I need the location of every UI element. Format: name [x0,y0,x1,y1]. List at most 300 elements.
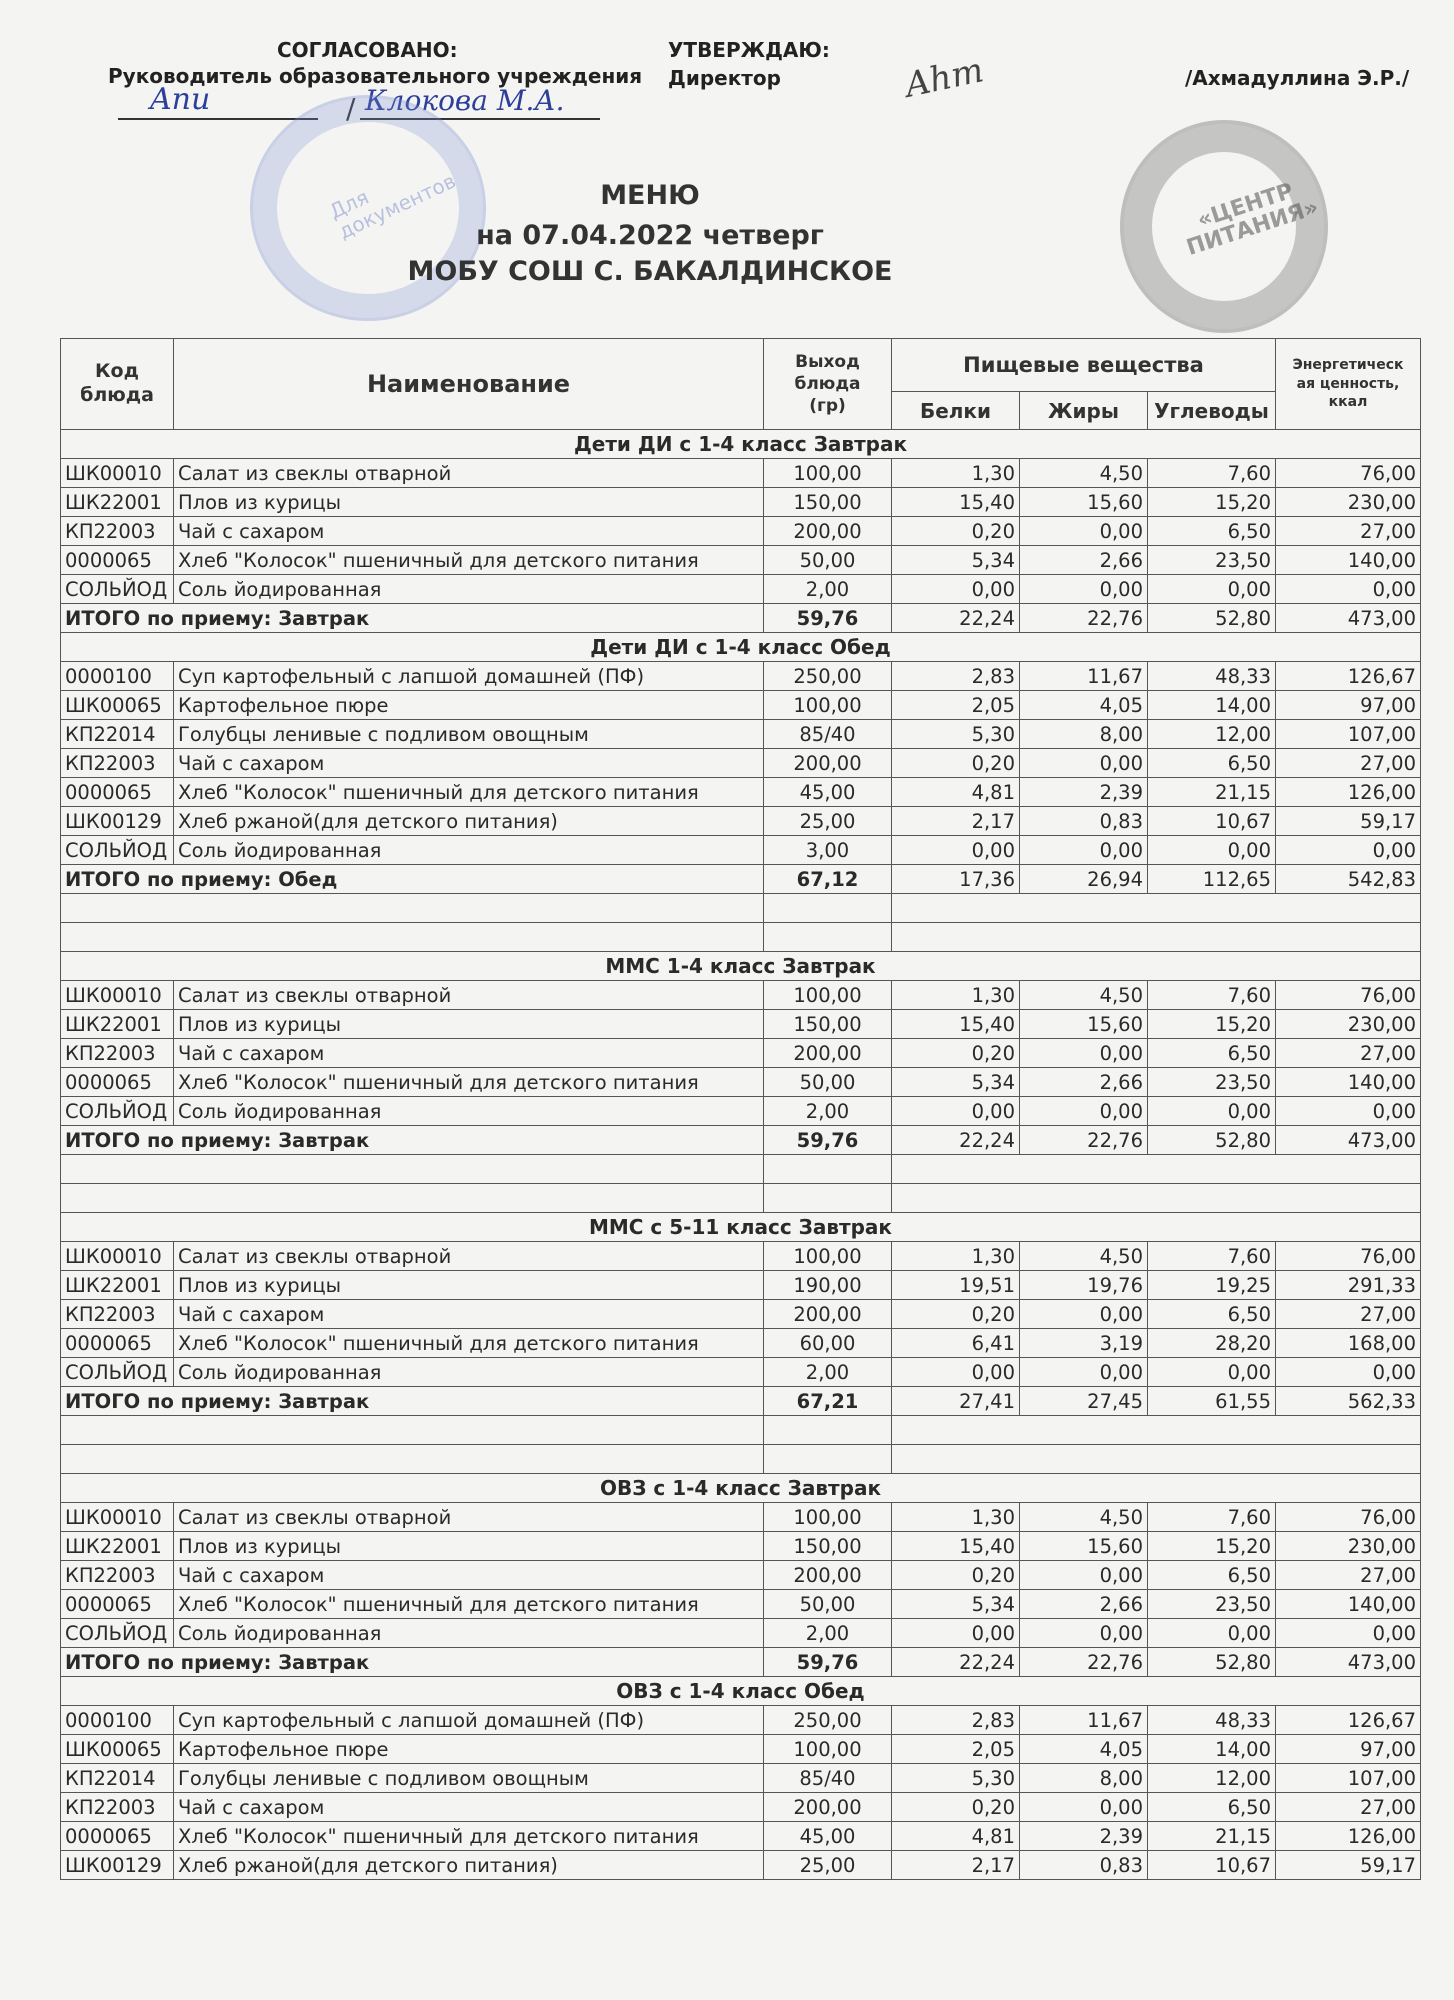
dish-code: ШК00129 [61,807,174,836]
dish-kcal: 76,00 [1276,1503,1421,1532]
table-row [61,1271,1421,1300]
dish-protein: 4,81 [892,1822,1020,1851]
agreed-signature-line [118,118,318,120]
director-signature: Ahm [901,50,988,106]
dish-kcal: 76,00 [1276,981,1421,1010]
table-row [61,1561,1421,1590]
dish-kcal: 140,00 [1276,1068,1421,1097]
dish-protein: 0,00 [892,1358,1020,1387]
dish-carbs: 23,50 [1148,546,1276,575]
dish-fat: 0,00 [1020,1619,1148,1648]
dish-carbs: 0,00 [1148,575,1276,604]
dish-code: 0000065 [61,546,174,575]
dish-name: Суп картофельный с лапшой домашней (ПФ) [174,1706,764,1735]
dish-yield: 150,00 [764,1532,892,1561]
section-title: ММС с 5-11 класс Завтрак [61,1213,1421,1242]
total-carbs: 112,65 [1148,865,1276,894]
dish-fat: 4,50 [1020,1503,1148,1532]
total-row [61,1648,1421,1677]
stamp-text: Для документов [325,168,460,244]
dish-fat: 2,39 [1020,1822,1148,1851]
dish-fat: 0,83 [1020,807,1148,836]
table-row [61,662,1421,691]
total-protein: 27,41 [892,1387,1020,1416]
dish-name: Чай с сахаром [174,1039,764,1068]
dish-yield: 45,00 [764,778,892,807]
section-header-row [61,1213,1421,1242]
total-label: ИТОГО по приему: Завтрак [61,1126,764,1155]
dish-fat: 2,39 [1020,778,1148,807]
dish-fat: 0,00 [1020,1039,1148,1068]
dish-name: Соль йодированная [174,1619,764,1648]
dish-yield: 25,00 [764,1851,892,1880]
dish-name: Соль йодированная [174,575,764,604]
dish-yield: 50,00 [764,546,892,575]
dish-protein: 15,40 [892,1010,1020,1039]
section-title: ОВЗ с 1-4 класс Обед [61,1677,1421,1706]
table-row [61,749,1421,778]
col-protein: Белки [892,392,1020,430]
total-row [61,604,1421,633]
table-row [61,1822,1421,1851]
table-row [61,691,1421,720]
agreed-title: СОГЛАСОВАНО: [277,38,458,62]
dish-code: КП22014 [61,1764,174,1793]
dish-name: Хлеб "Колосок" пшеничный для детского питания [174,1329,764,1358]
col-carbs: Углеводы [1148,392,1276,430]
table-row [61,1010,1421,1039]
dish-carbs: 15,20 [1148,1010,1276,1039]
dish-yield: 200,00 [764,1300,892,1329]
table-row [61,517,1421,546]
dish-yield: 2,00 [764,575,892,604]
slash-separator: / [346,92,356,125]
dish-carbs: 21,15 [1148,1822,1276,1851]
dish-yield: 200,00 [764,749,892,778]
dish-kcal: 76,00 [1276,1242,1421,1271]
dish-protein: 0,20 [892,749,1020,778]
table-row [61,1590,1421,1619]
dish-fat: 0,00 [1020,836,1148,865]
dish-fat: 8,00 [1020,720,1148,749]
dish-protein: 5,34 [892,1590,1020,1619]
dish-kcal: 107,00 [1276,720,1421,749]
dish-protein: 2,17 [892,1851,1020,1880]
dish-fat: 0,00 [1020,1561,1148,1590]
dish-carbs: 6,50 [1148,1793,1276,1822]
dish-name: Чай с сахаром [174,517,764,546]
dish-protein: 0,20 [892,1793,1020,1822]
dish-yield: 100,00 [764,981,892,1010]
dish-protein: 1,30 [892,1503,1020,1532]
dish-kcal: 59,17 [1276,807,1421,836]
dish-code: 0000065 [61,778,174,807]
dish-carbs: 14,00 [1148,1735,1276,1764]
dish-kcal: 126,00 [1276,1822,1421,1851]
dish-protein: 2,83 [892,1706,1020,1735]
dish-yield: 200,00 [764,1039,892,1068]
blank-row [61,1184,1421,1213]
dish-protein: 0,00 [892,1097,1020,1126]
dish-fat: 4,05 [1020,1735,1148,1764]
dish-protein: 2,17 [892,807,1020,836]
dish-yield: 25,00 [764,807,892,836]
col-energy: Энергетическ ая ценность, ккал [1276,339,1421,430]
dish-yield: 200,00 [764,1561,892,1590]
dish-carbs: 0,00 [1148,1358,1276,1387]
dish-protein: 19,51 [892,1271,1020,1300]
dish-kcal: 291,33 [1276,1271,1421,1300]
dish-protein: 2,05 [892,691,1020,720]
dish-kcal: 0,00 [1276,1358,1421,1387]
table-row [61,546,1421,575]
blank-row [61,1445,1421,1474]
dish-yield: 200,00 [764,517,892,546]
dish-code: 0000065 [61,1068,174,1097]
dish-name: Суп картофельный с лапшой домашней (ПФ) [174,662,764,691]
dish-fat: 4,50 [1020,459,1148,488]
dish-fat: 15,60 [1020,1010,1148,1039]
table-row [61,459,1421,488]
dish-kcal: 0,00 [1276,836,1421,865]
table-row [61,1735,1421,1764]
dish-kcal: 126,67 [1276,1706,1421,1735]
dish-fat: 0,00 [1020,575,1148,604]
blank-row [61,1155,1421,1184]
dish-name: Голубцы ленивые с подливом овощным [174,1764,764,1793]
dish-protein: 1,30 [892,981,1020,1010]
dish-code: ШК00010 [61,1503,174,1532]
dish-yield: 100,00 [764,1503,892,1532]
total-protein: 22,24 [892,1648,1020,1677]
total-row [61,1126,1421,1155]
total-kcal: 562,33 [1276,1387,1421,1416]
dish-yield: 100,00 [764,1242,892,1271]
table-row [61,981,1421,1010]
dish-fat: 11,67 [1020,1706,1148,1735]
dish-protein: 0,00 [892,1619,1020,1648]
dish-code: ШК00010 [61,981,174,1010]
section-header-row [61,952,1421,981]
dish-protein: 0,20 [892,517,1020,546]
dish-fat: 15,60 [1020,488,1148,517]
dish-name: Плов из курицы [174,1010,764,1039]
dish-kcal: 27,00 [1276,1300,1421,1329]
dish-code: СОЛЬЙОД [61,1358,174,1387]
total-fat: 27,45 [1020,1387,1148,1416]
dish-carbs: 19,25 [1148,1271,1276,1300]
dish-fat: 0,83 [1020,1851,1148,1880]
dish-fat: 2,66 [1020,1590,1148,1619]
dish-code: ШК22001 [61,1532,174,1561]
dish-protein: 5,34 [892,546,1020,575]
table-row [61,1619,1421,1648]
dish-carbs: 7,60 [1148,1503,1276,1532]
dish-protein: 0,20 [892,1039,1020,1068]
dish-yield: 150,00 [764,488,892,517]
table-row [61,1300,1421,1329]
dish-fat: 15,60 [1020,1532,1148,1561]
dish-kcal: 97,00 [1276,1735,1421,1764]
dish-code: СОЛЬЙОД [61,1097,174,1126]
dish-protein: 15,40 [892,488,1020,517]
dish-carbs: 23,50 [1148,1590,1276,1619]
dish-code: ШК22001 [61,1010,174,1039]
table-row [61,1242,1421,1271]
total-carbs: 61,55 [1148,1387,1276,1416]
dish-yield: 85/40 [764,1764,892,1793]
dish-kcal: 230,00 [1276,1532,1421,1561]
dish-protein: 2,05 [892,1735,1020,1764]
dish-protein: 2,83 [892,662,1020,691]
dish-protein: 4,81 [892,778,1020,807]
dish-name: Плов из курицы [174,1532,764,1561]
dish-yield: 45,00 [764,1822,892,1851]
dish-kcal: 140,00 [1276,1590,1421,1619]
dish-name: Соль йодированная [174,836,764,865]
director-name: /Ахмадуллина Э.Р./ [1185,66,1410,90]
dish-name: Хлеб "Колосок" пшеничный для детского питания [174,546,764,575]
section-title: ОВЗ с 1-4 класс Завтрак [61,1474,1421,1503]
section-header-row [61,1474,1421,1503]
dish-yield: 150,00 [764,1010,892,1039]
dish-code: ШК00129 [61,1851,174,1880]
dish-code: СОЛЬЙОД [61,836,174,865]
dish-name: Хлеб ржаной(для детского питания) [174,807,764,836]
total-protein: 17,36 [892,865,1020,894]
menu-table [60,338,1421,1880]
total-fat: 22,76 [1020,1648,1148,1677]
dish-name: Хлеб ржаной(для детского питания) [174,1851,764,1880]
dish-yield: 2,00 [764,1097,892,1126]
dish-code: КП22014 [61,720,174,749]
dish-yield: 85/40 [764,720,892,749]
table-row [61,1097,1421,1126]
dish-code: 0000065 [61,1822,174,1851]
dish-code: ШК00065 [61,1735,174,1764]
dish-fat: 3,19 [1020,1329,1148,1358]
col-code: Код блюда [61,339,174,430]
section-title: ММС 1-4 класс Завтрак [61,952,1421,981]
dish-kcal: 27,00 [1276,517,1421,546]
dish-yield: 200,00 [764,1793,892,1822]
dish-yield: 250,00 [764,662,892,691]
dish-carbs: 7,60 [1148,459,1276,488]
dish-carbs: 15,20 [1148,488,1276,517]
total-kcal: 473,00 [1276,1648,1421,1677]
dish-yield: 50,00 [764,1068,892,1097]
dish-protein: 5,30 [892,720,1020,749]
dish-protein: 15,40 [892,1532,1020,1561]
dish-carbs: 7,60 [1148,981,1276,1010]
total-kcal: 473,00 [1276,1126,1421,1155]
blank-row [61,894,1421,923]
table-row [61,778,1421,807]
dish-code: КП22003 [61,517,174,546]
dish-fat: 4,50 [1020,981,1148,1010]
dish-kcal: 126,00 [1276,778,1421,807]
total-yield: 59,76 [764,604,892,633]
dish-yield: 190,00 [764,1271,892,1300]
dish-name: Плов из курицы [174,1271,764,1300]
dish-carbs: 28,20 [1148,1329,1276,1358]
dish-code: КП22003 [61,1793,174,1822]
approved-role: Директор [668,66,781,90]
dish-carbs: 6,50 [1148,1039,1276,1068]
dish-fat: 11,67 [1020,662,1148,691]
table-row [61,836,1421,865]
dish-code: ШК22001 [61,1271,174,1300]
dish-name: Чай с сахаром [174,749,764,778]
dish-carbs: 10,67 [1148,807,1276,836]
total-carbs: 52,80 [1148,604,1276,633]
section-title: Дети ДИ с 1-4 класс Обед [61,633,1421,662]
total-row [61,1387,1421,1416]
dish-yield: 3,00 [764,836,892,865]
dish-carbs: 12,00 [1148,1764,1276,1793]
dish-code: СОЛЬЙОД [61,575,174,604]
dish-fat: 19,76 [1020,1271,1148,1300]
dish-kcal: 126,67 [1276,662,1421,691]
document-title: МЕНЮ [600,180,700,211]
dish-kcal: 27,00 [1276,749,1421,778]
dish-fat: 0,00 [1020,517,1148,546]
dish-carbs: 48,33 [1148,662,1276,691]
dish-fat: 0,00 [1020,1300,1148,1329]
dish-carbs: 6,50 [1148,749,1276,778]
school-name: МОБУ СОШ С. БАКАЛДИНСКОЕ [407,256,893,287]
col-fat: Жиры [1020,392,1148,430]
table-row [61,1764,1421,1793]
dish-carbs: 6,50 [1148,517,1276,546]
total-label: ИТОГО по приему: Завтрак [61,1648,764,1677]
dish-protein: 0,20 [892,1300,1020,1329]
dish-name: Картофельное пюре [174,1735,764,1764]
dish-fat: 0,00 [1020,1097,1148,1126]
blank-row [61,923,1421,952]
table-body [61,430,1421,1880]
dish-code: 0000100 [61,662,174,691]
dish-carbs: 48,33 [1148,1706,1276,1735]
dish-name: Соль йодированная [174,1097,764,1126]
dish-fat: 2,66 [1020,546,1148,575]
dish-carbs: 23,50 [1148,1068,1276,1097]
total-carbs: 52,80 [1148,1126,1276,1155]
dish-name: Картофельное пюре [174,691,764,720]
table-row [61,1503,1421,1532]
total-protein: 22,24 [892,1126,1020,1155]
dish-name: Голубцы ленивые с подливом овощным [174,720,764,749]
total-fat: 22,76 [1020,604,1148,633]
dish-fat: 0,00 [1020,1793,1148,1822]
dish-protein: 0,20 [892,1561,1020,1590]
dish-carbs: 0,00 [1148,836,1276,865]
total-kcal: 473,00 [1276,604,1421,633]
total-protein: 22,24 [892,604,1020,633]
dish-carbs: 14,00 [1148,691,1276,720]
dish-yield: 100,00 [764,459,892,488]
total-label: ИТОГО по приему: Завтрак [61,1387,764,1416]
dish-code: 0000100 [61,1706,174,1735]
dish-kcal: 0,00 [1276,1097,1421,1126]
dish-yield: 60,00 [764,1329,892,1358]
dish-yield: 100,00 [764,691,892,720]
table-row [61,1068,1421,1097]
total-label: ИТОГО по приему: Обед [61,865,764,894]
total-yield: 59,76 [764,1648,892,1677]
dish-carbs: 6,50 [1148,1561,1276,1590]
total-carbs: 52,80 [1148,1648,1276,1677]
dish-name: Хлеб "Колосок" пшеничный для детского питания [174,1590,764,1619]
dish-code: ШК00010 [61,459,174,488]
dish-kcal: 107,00 [1276,1764,1421,1793]
section-header-row [61,1677,1421,1706]
dish-kcal: 140,00 [1276,546,1421,575]
total-yield: 67,21 [764,1387,892,1416]
dish-carbs: 21,15 [1148,778,1276,807]
dish-name: Хлеб "Колосок" пшеничный для детского питания [174,778,764,807]
dish-carbs: 6,50 [1148,1300,1276,1329]
dish-carbs: 10,67 [1148,1851,1276,1880]
blank-row [61,1416,1421,1445]
dish-kcal: 97,00 [1276,691,1421,720]
table-row [61,1532,1421,1561]
dish-carbs: 12,00 [1148,720,1276,749]
dish-protein: 1,30 [892,1242,1020,1271]
dish-code: КП22003 [61,749,174,778]
dish-code: СОЛЬЙОД [61,1619,174,1648]
col-nutrients: Пищевые вещества [892,339,1276,392]
table-header [61,339,1421,430]
table-row [61,1358,1421,1387]
table-row [61,720,1421,749]
table-row [61,807,1421,836]
dish-kcal: 59,17 [1276,1851,1421,1880]
agreed-role: Руководитель образовательного учреждения [108,64,643,88]
dish-code: КП22003 [61,1300,174,1329]
dish-code: ШК22001 [61,488,174,517]
dish-carbs: 0,00 [1148,1097,1276,1126]
dish-carbs: 0,00 [1148,1619,1276,1648]
dish-fat: 4,05 [1020,691,1148,720]
dish-yield: 50,00 [764,1590,892,1619]
dish-name: Салат из свеклы отварной [174,981,764,1010]
dish-name: Соль йодированная [174,1358,764,1387]
dish-fat: 0,00 [1020,749,1148,778]
col-name: Наименование [174,339,764,430]
total-kcal: 542,83 [1276,865,1421,894]
dish-carbs: 7,60 [1148,1242,1276,1271]
dish-protein: 0,00 [892,836,1020,865]
dish-kcal: 168,00 [1276,1329,1421,1358]
dish-code: ШК00010 [61,1242,174,1271]
dish-name: Хлеб "Колосок" пшеничный для детского питания [174,1822,764,1851]
section-header-row [61,633,1421,662]
dish-yield: 2,00 [764,1358,892,1387]
dish-kcal: 27,00 [1276,1793,1421,1822]
table-row [61,1329,1421,1358]
dish-name: Салат из свеклы отварной [174,1242,764,1271]
dish-protein: 0,00 [892,575,1020,604]
total-row [61,865,1421,894]
table-row [61,1706,1421,1735]
dish-code: ШК00065 [61,691,174,720]
dish-protein: 6,41 [892,1329,1020,1358]
dish-kcal: 0,00 [1276,575,1421,604]
dish-name: Чай с сахаром [174,1793,764,1822]
stamp-text: «ЦЕНТР ПИТАНИЯ» [1183,178,1322,262]
section-header-row [61,430,1421,459]
